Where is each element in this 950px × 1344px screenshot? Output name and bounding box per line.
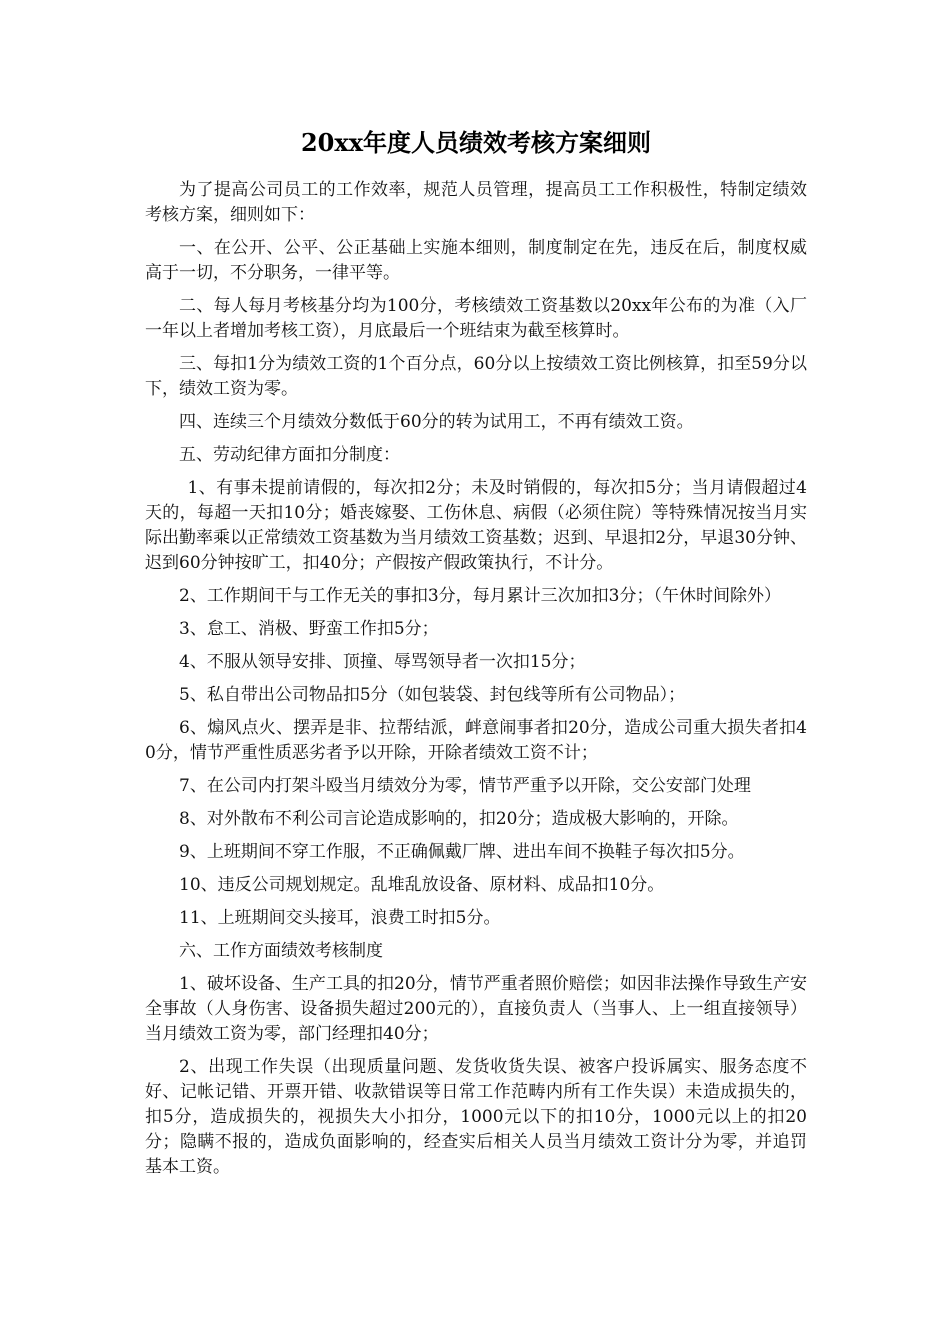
discipline-item-11: 11、上班期间交头接耳，浪费工时扣5分。 xyxy=(179,908,501,928)
discipline-item-10: 10、违反公司规划规定。乱堆乱放设备、原材料、成品扣10分。 xyxy=(179,875,665,895)
discipline-item-8: 8、对外散布不利公司言论造成影响的，扣20分；造成极大影响的，开除。 xyxy=(179,809,739,829)
discipline-item-3: 3、怠工、消极、野蛮工作扣5分； xyxy=(179,619,439,639)
discipline-item-5: 5、私自带出公司物品扣5分（如包装袋、封包线等所有公司物品）； xyxy=(179,685,686,705)
clause-2: 二、每人每月考核基分均为100分，考核绩效工资基数以20xx年公布的为准（入厂一年以上者增加考核工资），月底最后一个班结束为截至核算时。 xyxy=(145,296,807,341)
clause-3: 三、每扣1分为绩效工资的1个百分点，60分以上按绩效工资比例核算，扣至59分以下，绩效工资为零。 xyxy=(145,354,807,399)
discipline-item-1: 1、有事未提前请假的，每次扣2分；未及时销假的，每次扣5分；当月请假超过4天的，每超一天扣10分；婚丧嫁娶、工伤休息、病假（必须住院）等特殊情况按当月实际出勤率乘以正常绩效工资基数为当月绩效工资基数；迟到、早退扣2分，早退30分钟、迟到60分钟按旷工，扣40分；产假按产假政策执行，不计分。 xyxy=(145,478,807,573)
discipline-item-7: 7、在公司内打架斗殴当月绩效分为零，情节严重予以开除，交公安部门处理 xyxy=(179,776,751,796)
discipline-item-2: 2、工作期间干与工作无关的事扣3分，每月累计三次加扣3分；（午休时间除外） xyxy=(179,586,781,606)
intro-paragraph: 为了提高公司员工的工作效率，规范人员管理，提高员工工作积极性，特制定绩效考核方案，细则如下： xyxy=(145,180,807,225)
clause-4: 四、连续三个月绩效分数低于60分的转为试用工，不再有绩效工资。 xyxy=(179,412,694,432)
section-heading-work: 六、工作方面绩效考核制度 xyxy=(179,941,383,961)
section-heading-discipline: 五、劳动纪律方面扣分制度： xyxy=(179,445,400,465)
work-item-1: 1、破坏设备、生产工具的扣20分，情节严重者照价赔偿；如因非法操作导致生产安全事故（人身伤害、设备损失超过200元的），直接负责人（当事人、上一组直接领导）当月绩效工资为零，部门经理扣40分； xyxy=(145,974,807,1044)
document-body xyxy=(145,128,807,1188)
discipline-item-4: 4、不服从领导安排、顶撞、辱骂领导者一次扣15分； xyxy=(179,652,586,672)
clause-1: 一、在公开、公平、公正基础上实施本细则，制度制定在先，违反在后，制度权威高于一切，不分职务，一律平等。 xyxy=(145,238,807,283)
discipline-item-9: 9、上班期间不穿工作服，不正确佩戴厂牌、进出车间不换鞋子每次扣5分。 xyxy=(179,842,745,862)
discipline-item-6: 6、煽风点火、摆弄是非、拉帮结派，衅意闹事者扣20分，造成公司重大损失者扣40分，情节严重性质恶劣者予以开除，开除者绩效工资不计； xyxy=(145,718,807,763)
document-title: 20xx年度人员绩效考核方案细则 xyxy=(300,128,651,157)
work-item-2: 2、出现工作失误（出现质量问题、发货收货失误、被客户投诉属实、服务态度不好、记帐记错、开票开错、收款错误等日常工作范畴内所有工作失误）未造成损失的，扣5分，造成损失的，视损失大小扣分，1000元以下的扣10分，1000元以上的扣20分；隐瞒不报的，造成负面影响的，经查实后相关人员当月绩效工资计分为零，并追罚基本工资。 xyxy=(145,1057,807,1177)
